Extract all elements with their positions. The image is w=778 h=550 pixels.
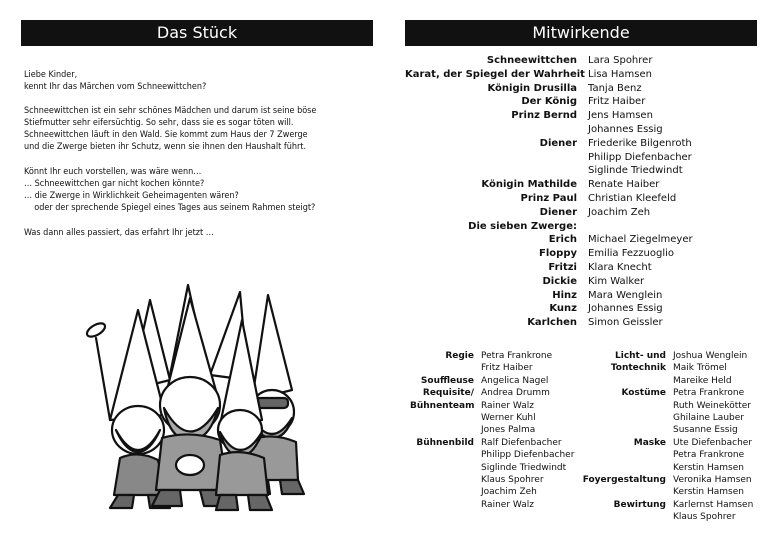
crew-function: Souffleuse [420,375,474,386]
cast-actor: Tanja Benz [588,82,642,94]
crew-function [582,462,666,474]
crew-function [410,362,474,374]
crew-function [410,424,474,436]
cast-actor: Christian Kleefeld [588,192,677,204]
crew-function [582,412,666,424]
crew-member: Klaus Spohrer [481,475,544,486]
crew-function [582,400,666,412]
crew-row [582,486,753,498]
crew-row [410,350,574,362]
cast-row [405,123,757,137]
cast-actor: Klara Knecht [588,261,652,273]
intro-line: … die Zwerge in Wirklichkeit Geheimagenten wären? [24,191,239,201]
crew-member: Petra Frankrone [673,450,745,461]
crew-member: Susanne Essig [673,425,738,436]
crew-function: Bühnenteam [410,400,475,411]
crew-member: Petra Frankrone [481,351,553,361]
cast-actor: Michael Ziegelmeyer [588,234,693,246]
cast-role: Prinz Paul [520,192,577,204]
cast-role [405,151,577,165]
crew-row [410,474,574,486]
crew-row [582,499,753,511]
intro-line: oder der sprechende Spiegel eines Tages aus seinem Rahmen steigt? [24,203,316,213]
cast-role: Der König [521,96,577,108]
crew-row [410,499,574,511]
cast-row [405,54,757,68]
cast-actor: Lisa Hamsen [588,68,652,80]
cast-actor: Emilia Fezzuoglio [588,248,675,260]
crew-function: Kostüme [621,388,666,399]
intro-line: und die Zwerge bieten ihr Schutz, wenn sie ihnen den Haushalt führt. [24,142,307,152]
crew-member: Rainer Walz [481,400,534,411]
section-header-mitwirkende: Mitwirkende [405,20,757,46]
crew-row [410,375,574,387]
crew-function [582,375,666,387]
cast-role: Dickie [542,275,577,287]
crew-member: Joachim Zeh [481,487,537,498]
crew-member: Rainer Walz [481,499,534,510]
cast-actor: Mara Wenglein [588,289,663,301]
cast-actor: Renate Haiber [588,179,660,191]
intro-line: kennt Ihr das Märchen vom Schneewittchen? [24,82,207,92]
cast-role: Die sieben Zwerge: [468,220,577,232]
crew-row [410,486,574,498]
cast-role [405,123,577,137]
cast-actor: Jens Hamsen [588,110,653,122]
crew-function [582,486,666,498]
intro-paragraph-2 [24,105,376,153]
cast-role: Fritzi [548,261,577,273]
cast-row [405,289,757,303]
dwarfs-illustration [70,280,320,515]
cast-row [405,178,757,192]
crew-member: Jones Palma [481,425,536,436]
cast-role: Erich [548,234,577,246]
cast-actor: Kim Walker [588,275,645,287]
crew-member: Andrea Drumm [481,388,550,399]
cast-role: Diener [539,137,577,149]
cast-role: Königin Drusilla [487,82,577,94]
cast-row [405,164,757,178]
crew-row [410,449,574,461]
crew-function [582,511,666,523]
crew-member: Siglinde Triedwindt [481,462,567,473]
intro-line: Schneewittchen läuft in den Wald. Sie kommt zum Haus der 7 Zwerge [24,130,308,140]
cast-row [405,206,757,220]
crew-function [410,412,474,424]
crew-member: Fritz Haiber [481,363,533,374]
crew-member: Angelica Nagel [481,375,549,386]
crew-row [410,437,574,449]
intro-paragraph-3 [24,166,376,214]
crew-function: Tontechnik [610,363,666,374]
crew-function [410,474,474,486]
intro-line: … Schneewittchen gar nicht kochen könnte? [24,179,205,189]
crew-row [410,362,574,374]
crew-row [582,387,753,399]
intro-line: Schneewittchen ist ein sehr schönes Mädchen und darum ist seine böse [24,106,317,116]
crew-member: Ralf Diefenbacher [481,437,562,448]
cast-actor: Fritz Haiber [588,96,646,108]
crew-row [582,400,753,412]
crew-list-left [410,350,574,511]
crew-member: Ghilaine Lauber [673,413,744,424]
cast-role [405,164,577,178]
intro-paragraph-4 [24,227,376,239]
crew-row [582,437,753,449]
intro-paragraph-1 [24,69,376,93]
crew-row [410,400,574,412]
cast-actor: Johannes Essig [588,303,663,315]
crew-function: Maske [633,437,666,448]
cast-row [405,233,757,247]
crew-row [582,462,753,474]
crew-row [582,474,753,486]
cast-row [405,220,757,234]
cast-row [405,82,757,96]
crew-function: Licht- und [615,351,666,361]
cast-actor: Lara Spohrer [588,55,653,66]
crew-member: Karlernst Hamsen [673,499,754,510]
crew-member: Ute Diefenbacher [673,437,753,448]
crew-function: Bühnenbild [416,437,474,448]
crew-member: Philipp Diefenbacher [481,450,575,461]
crew-member: Ruth Weinekötter [673,400,751,411]
cast-actor: Simon Geissler [588,317,663,329]
crew-row [582,412,753,424]
crew-function: Foyergestaltung [582,475,666,486]
crew-function [582,424,666,436]
crew-row [582,362,753,374]
cast-role: Hinz [552,289,577,301]
cast-row [405,68,757,82]
crew-member: Veronika Hamsen [673,475,752,486]
cast-actor: Joachim Zeh [588,206,651,218]
crew-list-right [582,350,753,524]
cast-list [405,54,757,330]
crew-function [410,486,474,498]
crew-row [410,387,574,399]
cast-role: Prinz Bernd [511,110,577,122]
crew-member: Mareike Held [673,375,732,386]
cast-actor: Johannes Essig [588,123,663,135]
cast-row [405,192,757,206]
crew-function: Regie [445,351,474,361]
intro-line: Liebe Kinder, [24,70,78,80]
crew-function [410,499,474,511]
crew-member: Joshua Wenglein [673,351,748,361]
cast-row [405,247,757,261]
crew-member: Maik Trömel [673,363,727,374]
crew-member: Werner Kuhl [481,413,536,424]
cast-row [405,137,757,151]
crew-row [410,462,574,474]
crew-function [410,462,474,474]
cast-row [405,275,757,289]
crew-member: Kerstin Hamsen [673,487,744,498]
crew-row [582,424,753,436]
crew-row [582,350,753,362]
crew-member: Petra Frankrone [673,388,745,399]
cast-role: Schneewittchen [486,55,577,66]
intro-line: Was dann alles passiert, das erfahrt Ihr jetzt … [24,228,214,238]
crew-member: Klaus Spohrer [673,512,736,523]
cast-role: Diener [539,206,577,218]
crew-row [582,511,753,523]
cast-actor: Friederike Bilgenroth [588,137,692,149]
cast-row [405,109,757,123]
crew-function [410,449,474,461]
intro-line: Könnt Ihr euch vorstellen, was wäre wenn… [24,167,202,177]
intro-line: Stiefmutter sehr eifersüchtig. So sehr, dass sie es sogar töten will. [24,118,294,128]
cast-row [405,261,757,275]
cast-actor: Siglinde Triedwindt [588,165,683,177]
cast-row [405,302,757,316]
cast-role: Königin Mathilde [481,179,577,191]
crew-function: Bewirtung [613,499,666,510]
cast-role: Floppy [539,248,577,260]
crew-member: Kerstin Hamsen [673,462,744,473]
cast-role: Karlchen [527,317,577,329]
crew-function [582,449,666,461]
crew-row [410,424,574,436]
crew-row [582,449,753,461]
cast-row [405,151,757,165]
section-header-das-stueck: Das Stück [21,20,373,46]
cast-row [405,316,757,330]
cast-row [405,95,757,109]
cast-role: Kunz [549,303,577,315]
cast-role: Karat, der Spiegel der Wahrheit [405,68,585,80]
cast-actor: Philipp Diefenbacher [588,151,692,163]
crew-row [410,412,574,424]
crew-row [582,375,753,387]
crew-function: Requisite/ [422,388,474,399]
